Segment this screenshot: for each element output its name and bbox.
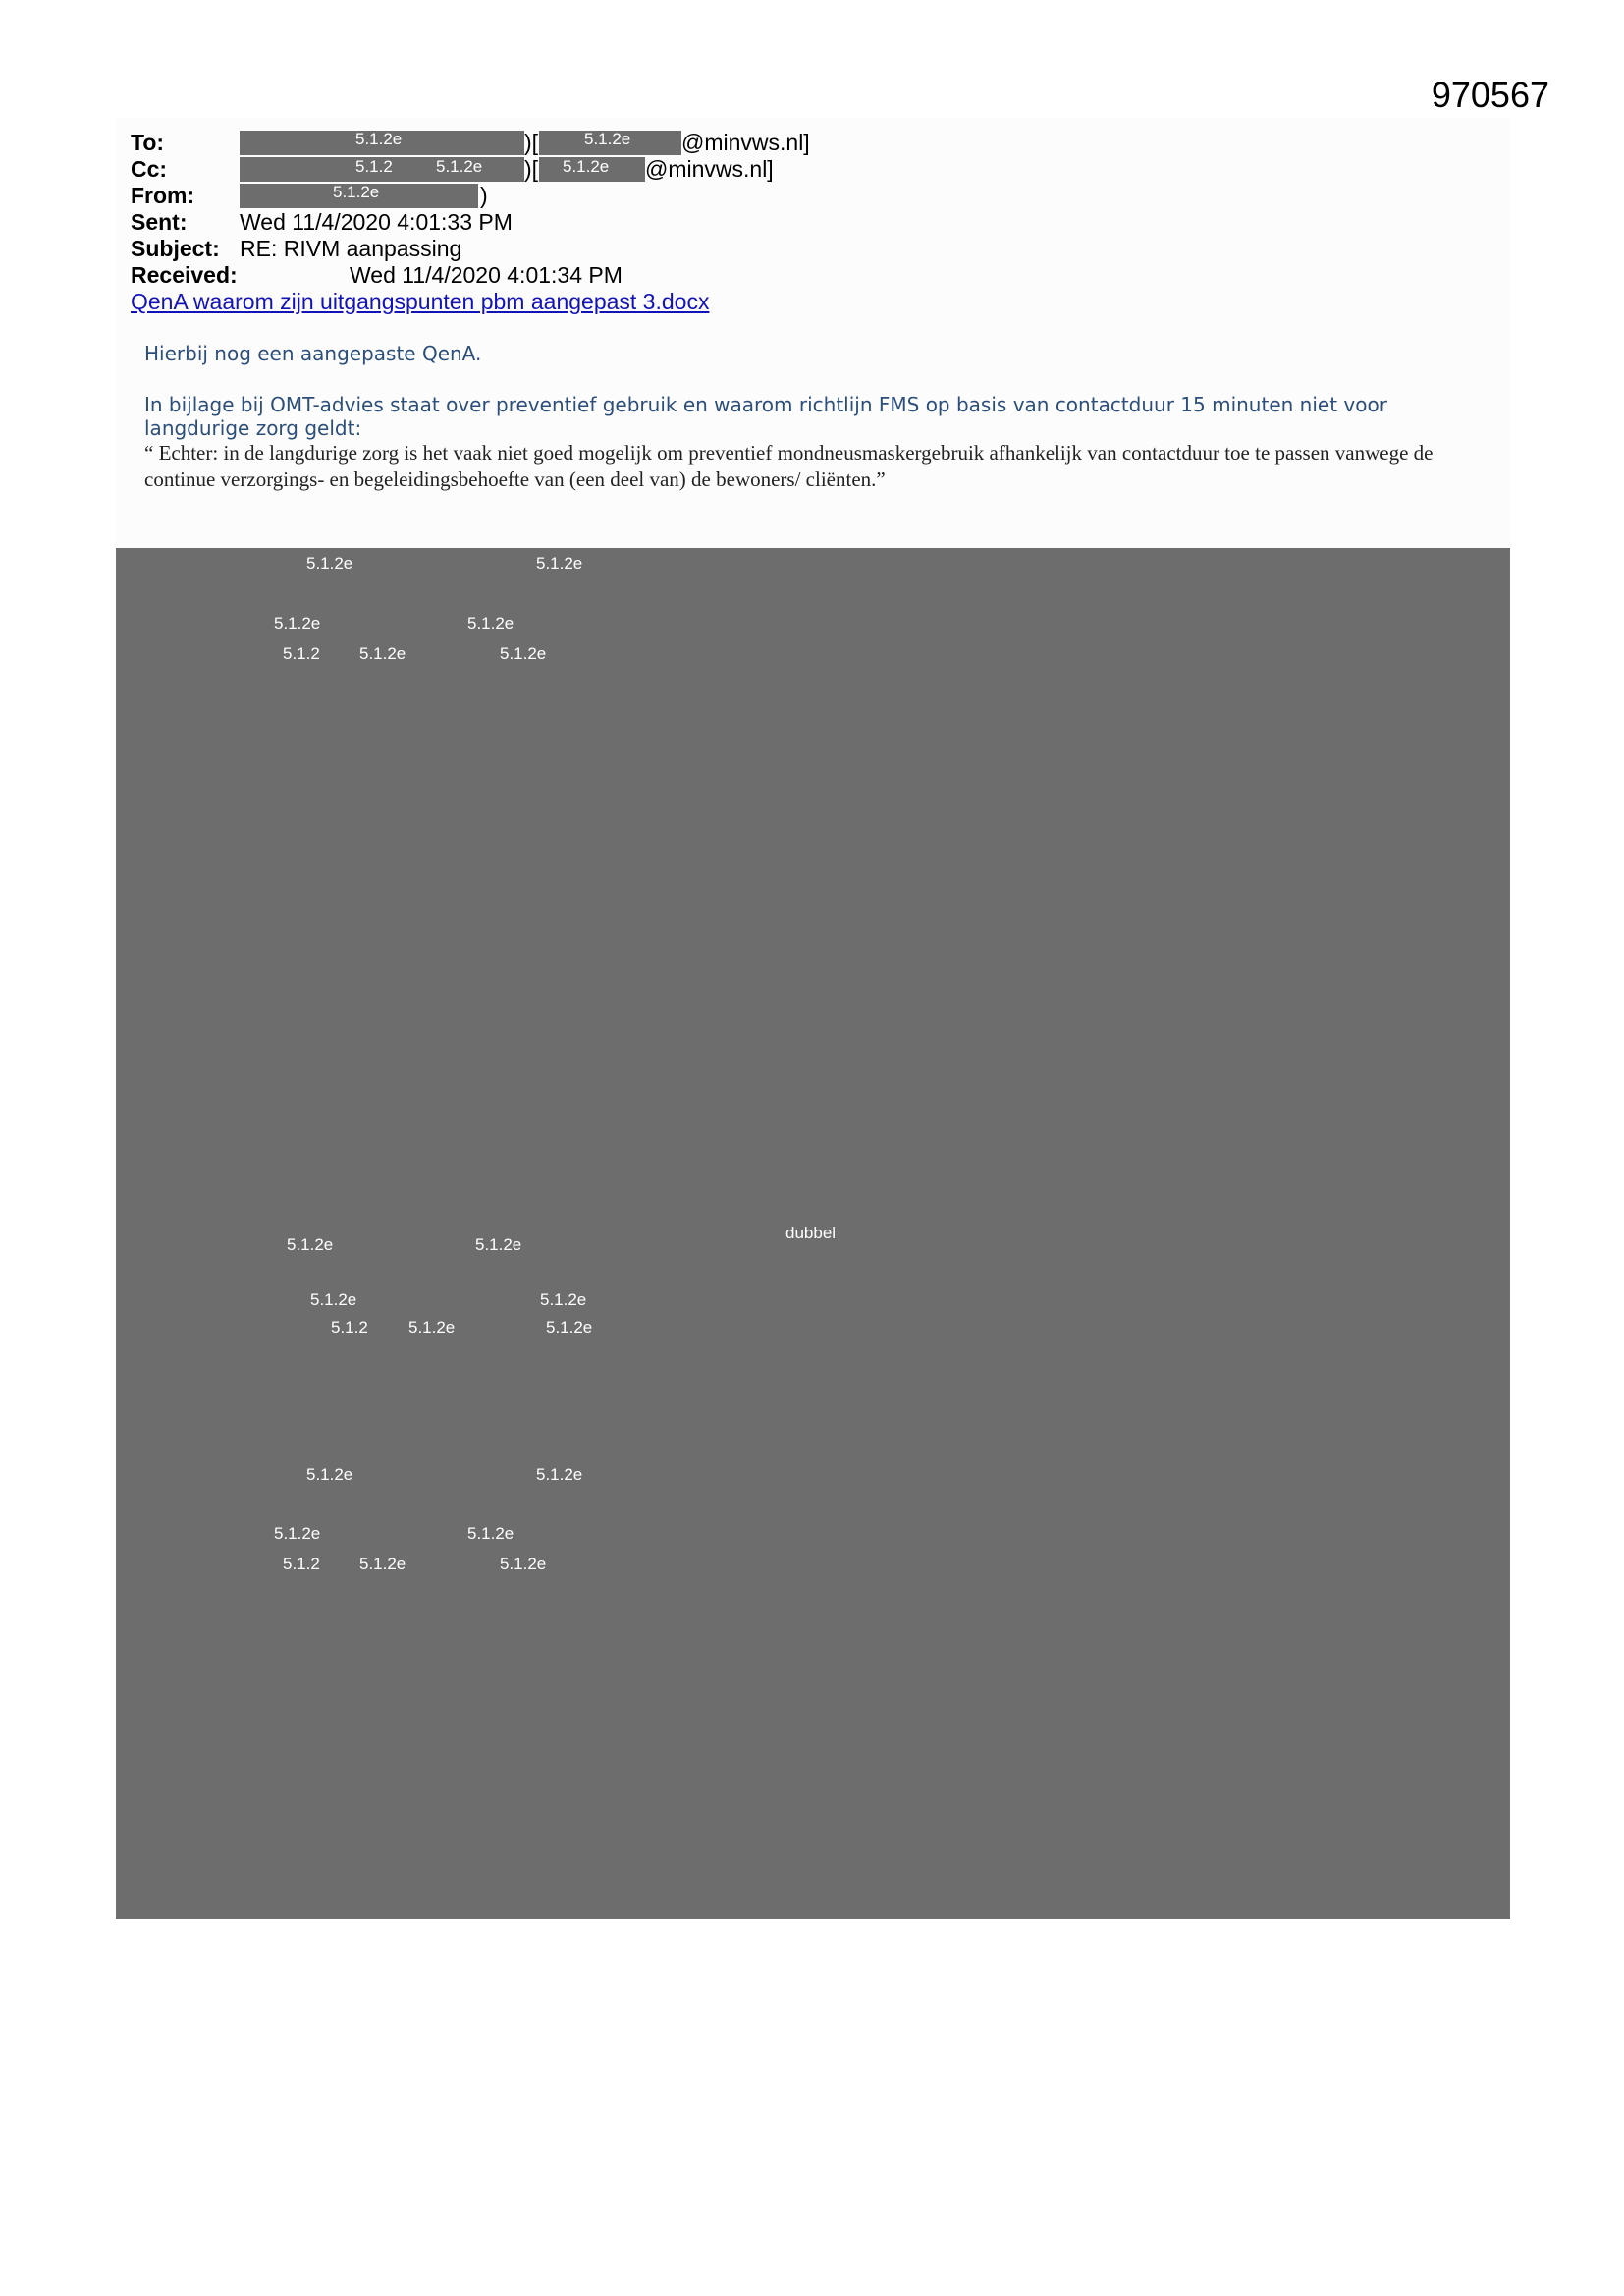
received-label: Received:	[131, 262, 238, 288]
redaction-code: 5.1.2	[331, 1318, 368, 1337]
redaction-code: 5.1.2e	[274, 1524, 321, 1543]
redaction-code: 5.1.2	[283, 644, 320, 663]
redaction-code: 5.1.2e	[563, 157, 610, 176]
email-header	[131, 130, 1014, 289]
redaction-code: 5.1.2e	[274, 614, 321, 632]
redaction-code: 5.1.2e	[436, 157, 483, 176]
redaction-code: 5.1.2e	[359, 1555, 406, 1573]
redaction-note: dubbel	[785, 1224, 837, 1242]
redaction-code: 5.1.2e	[546, 1318, 593, 1337]
from-label: From:	[131, 183, 195, 208]
redaction-code: 5.1.2e	[500, 644, 547, 663]
redaction-code: 5.1.2e	[475, 1235, 522, 1254]
redaction-code: 5.1.2e	[306, 554, 353, 573]
redaction-code: 5.1.2	[355, 157, 393, 176]
cc-row	[131, 156, 1014, 183]
email-domain: @minvws.nl]	[681, 130, 810, 155]
sent-value: Wed 11/4/2020 4:01:33 PM	[240, 209, 513, 235]
to-label: To:	[131, 130, 165, 155]
bracket: )[	[524, 130, 539, 155]
sent-label: Sent:	[131, 209, 188, 235]
cc-label: Cc:	[131, 156, 168, 182]
redaction-code: 5.1.2e	[333, 183, 380, 201]
redaction-code: 5.1.2e	[536, 554, 583, 573]
redaction-code: 5.1.2e	[467, 614, 514, 632]
redaction-code: 5.1.2	[283, 1555, 320, 1573]
sent-row	[131, 209, 1014, 236]
redaction-code: 5.1.2e	[287, 1235, 334, 1254]
subject-value: RE: RIVM aanpassing	[240, 236, 462, 261]
body-paragraph: In bijlage bij OMT-advies staat over preventief gebruik en waarom richtlijn FMS op basis van contactduur 15 minuten niet voor langdurige zorg geldt:	[144, 393, 1387, 440]
redaction-block	[116, 548, 1510, 1919]
to-row	[131, 130, 1014, 156]
redaction-code: 5.1.2e	[500, 1555, 547, 1573]
redaction-code: 5.1.2e	[467, 1524, 514, 1543]
bracket: )[	[524, 156, 539, 182]
attachment-link[interactable]: QenA waarom zijn uitgangspunten pbm aangepast 3.docx	[131, 289, 710, 314]
redaction-code: 5.1.2e	[584, 130, 631, 148]
subject-row	[131, 236, 1014, 262]
email-domain: @minvws.nl]	[645, 156, 774, 182]
received-value: Wed 11/4/2020 4:01:34 PM	[350, 262, 623, 288]
redaction-code: 5.1.2e	[540, 1290, 587, 1309]
redaction-code: 5.1.2e	[408, 1318, 456, 1337]
body-paragraph: Hierbij nog een aangepaste QenA.	[144, 342, 482, 365]
redaction-code: 5.1.2e	[310, 1290, 357, 1309]
document-number: 970567	[1431, 75, 1549, 115]
bracket: )	[480, 183, 488, 208]
received-row	[131, 262, 1014, 289]
redaction-code: 5.1.2e	[306, 1465, 353, 1484]
from-row	[131, 183, 1014, 209]
redaction-code: 5.1.2e	[536, 1465, 583, 1484]
subject-label: Subject:	[131, 236, 220, 261]
redaction-code: 5.1.2e	[355, 130, 403, 148]
redaction-code: 5.1.2e	[359, 644, 406, 663]
quote-paragraph: “ Echter: in de langdurige zorg is het vaak niet goed mogelijk om preventief mondneusmaskergebruik afhankelijk van contactduur toe te passen vanwege de continue verzorgings- en begeleidingsbehoefte van (een deel van) de bewoners/ cliënten.”	[144, 441, 1434, 491]
